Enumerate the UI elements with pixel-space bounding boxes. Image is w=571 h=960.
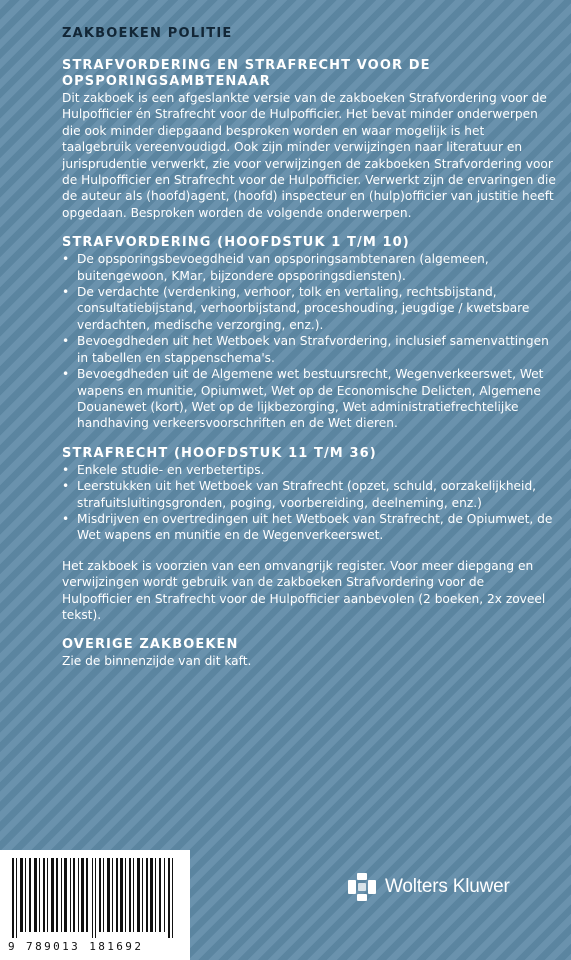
closing-paragraph: Het zakboek is voorzien van een omvangrijk register. Voor meer diepgang en verwijzingen wordt gebruik van de zakboeken Strafvordering voor de Hulpofficier en Strafrecht voor de Hulpofficier aanbevolen (2 boeken, 2x zoveel tekst). bbox=[62, 558, 546, 622]
wolters-kluwer-logo-icon bbox=[348, 873, 376, 901]
barcode-icon bbox=[10, 858, 182, 938]
publisher-logo bbox=[348, 873, 510, 901]
section-heading: STRAFVORDERING (HOOFDSTUK 1 T/M 10) bbox=[62, 235, 410, 251]
barcode bbox=[0, 850, 190, 960]
section-strafrecht bbox=[62, 446, 557, 544]
section-heading: STRAFRECHT (HOOFDSTUK 11 T/M 36) bbox=[62, 445, 377, 461]
list-item: • Enkele studie- en verbetertips. bbox=[62, 462, 557, 478]
list-item: • Misdrijven en overtredingen uit het Wetboek van Strafrecht, de Opiumwet, de Wet wapens en munitie en de Wegenverkeerswet. bbox=[62, 511, 557, 544]
list-item: • De opsporingsbevoegdheid van opsporingsambtenaren (algemeen, buitengewoon, KMar, bijzondere opsporingsdiensten). bbox=[62, 251, 557, 284]
list-item: • Leerstukken uit het Wetboek van Strafrecht (opzet, schuld, oorzakelijkheid, strafuitsluitingsgronden, poging, voorbereiding, deelneming, enz.) bbox=[62, 478, 557, 511]
barcode-number: 9 789013 181692 bbox=[8, 940, 144, 953]
section-text: Zie de binnenzijde van dit kaft. bbox=[62, 654, 252, 669]
bullet-list bbox=[62, 251, 557, 431]
publisher-name: Wolters Kluwer bbox=[385, 876, 510, 897]
series-label: ZAKBOEKEN POLITIE bbox=[62, 26, 233, 41]
section-overige-zakboeken bbox=[62, 637, 557, 669]
section-strafvordering bbox=[62, 235, 557, 431]
intro-paragraph: Dit zakboek is een afgeslankte versie van de zakboeken Strafvordering voor de Hulpofficier én Strafrecht voor de Hulpofficier. Het bevat minder onderwerpen die ook minder diepgaand besproken worden en waar mogelijk is het taalgebruik vereenvoudigd. Ook zijn minder verwijzingen naar literatuur en jurisprudentie verwerkt, zie voor verwijzingen de zakboeken Strafvordering voor de Hulpofficier en Strafrecht voor de Hulpofficier. Verwerkt zijn de ervaringen die de auteur als (hoofd)agent, (hoofd) inspecteur en (hulp)officier van justitie heeft opgedaan. Besproken worden de volgende onderwerpen. bbox=[62, 91, 556, 220]
book-title: STRAFVORDERING EN STRAFRECHT VOOR DE OPSPORINGSAMBTENAAR bbox=[62, 58, 431, 89]
list-item: • Bevoegdheden uit het Wetboek van Strafvordering, inclusief samenvattingen in tabellen en stappenschema's. bbox=[62, 333, 557, 366]
bullet-list bbox=[62, 462, 557, 544]
back-cover-content bbox=[62, 26, 557, 670]
list-item: • Bevoegdheden uit de Algemene wet bestuursrecht, Wegenverkeerswet, Wet wapens en munitie, Opiumwet, Wet op de Economische Delicten, Algemene Douanewet (kort), Wet op de lijkbezorging, Wet administratiefrechtelijke handhaving verkeersvoorschriften en de Wet dieren. bbox=[62, 366, 557, 432]
list-item: • De verdachte (verdenking, verhoor, tolk en vertaling, rechtsbijstand, consultatiebijstand, verhoorbijstand, proceshouding, jeugdige / kwetsbare verdachten, medische verzorging, enz.). bbox=[62, 284, 557, 333]
section-heading: OVERIGE ZAKBOEKEN bbox=[62, 637, 239, 653]
